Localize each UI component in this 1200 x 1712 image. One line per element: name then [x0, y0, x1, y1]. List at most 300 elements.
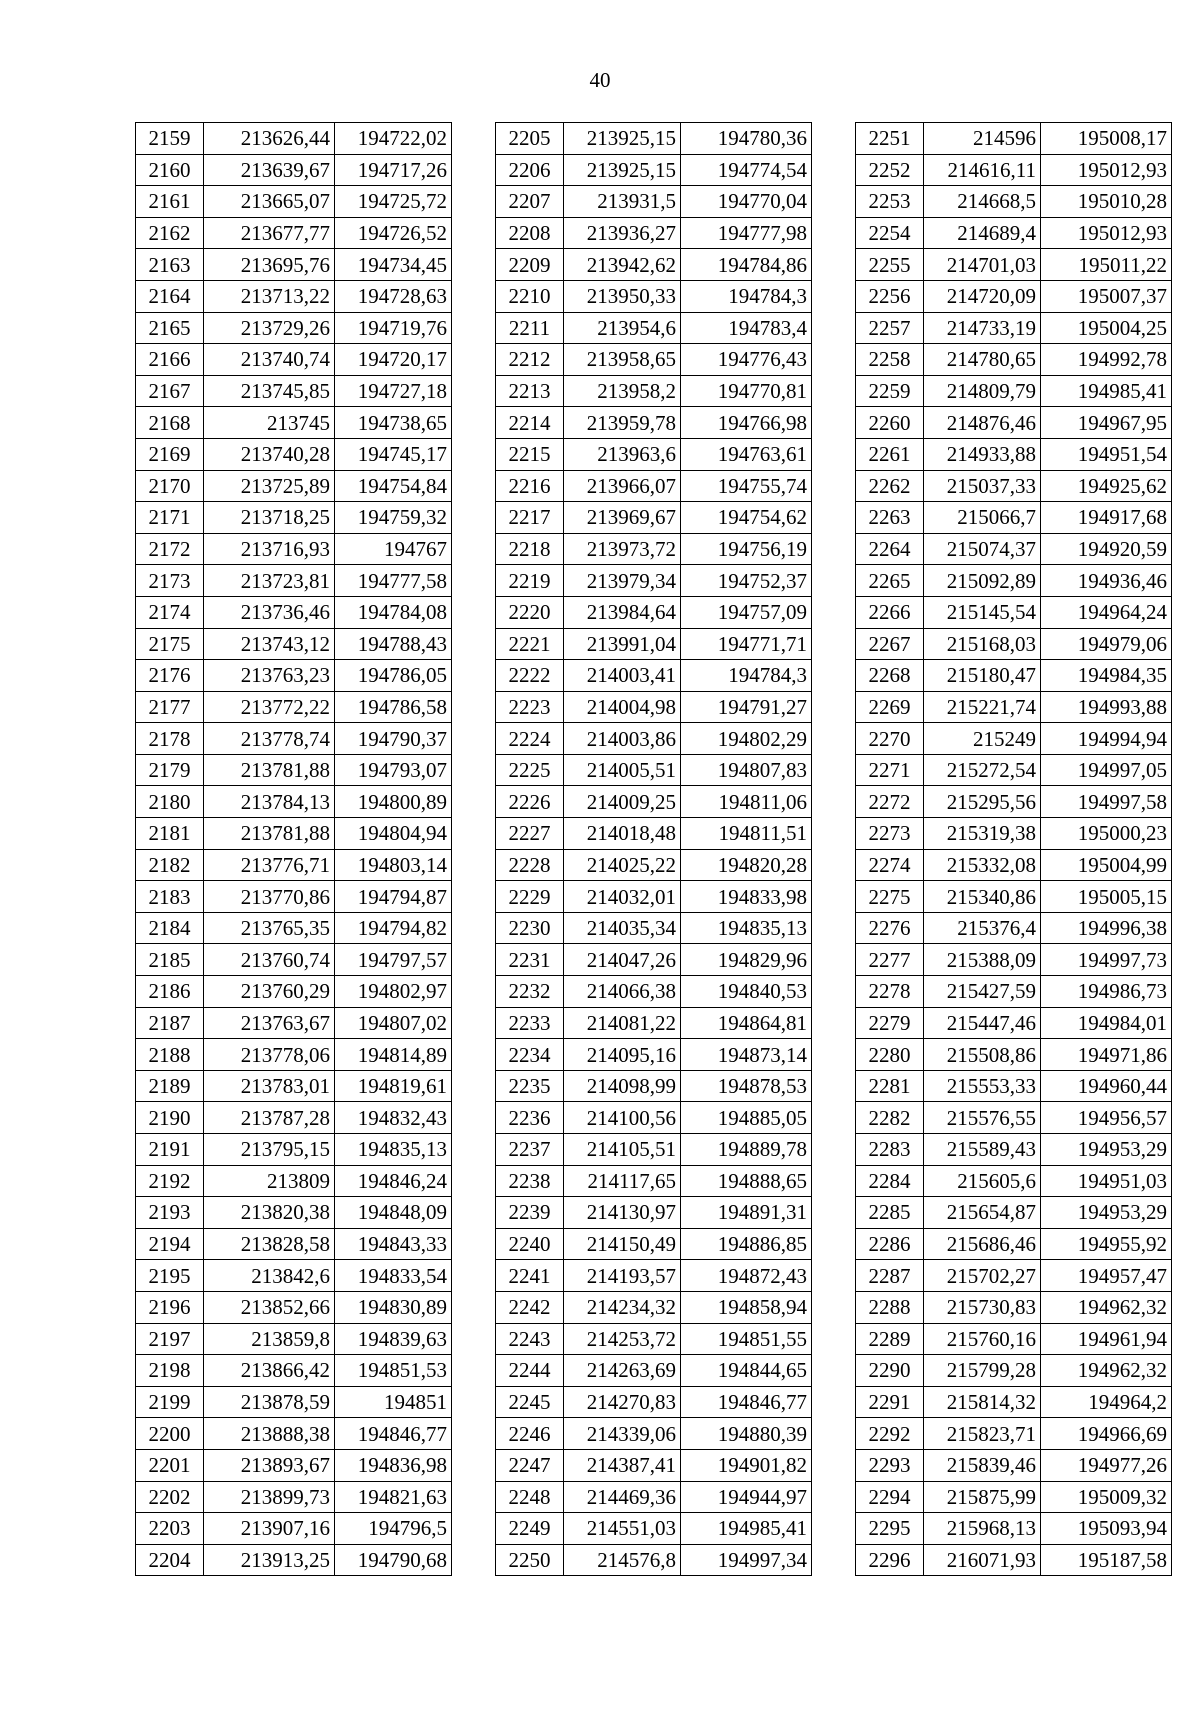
- table-row: [136, 407, 452, 439]
- x-coordinate: 214596: [924, 123, 1041, 155]
- y-coordinate: 194835,13: [681, 912, 812, 944]
- y-coordinate: 194783,4: [681, 312, 812, 344]
- y-coordinate: 194960,44: [1041, 1070, 1172, 1102]
- y-coordinate: 194784,86: [681, 249, 812, 281]
- point-number: 2269: [856, 691, 924, 723]
- table-row: [856, 881, 1172, 913]
- x-coordinate: 215295,56: [924, 786, 1041, 818]
- x-coordinate: 214081,22: [564, 1007, 681, 1039]
- y-coordinate: 194803,14: [335, 849, 452, 881]
- table-row: [136, 249, 452, 281]
- table-row: [496, 470, 812, 502]
- x-coordinate: 215839,46: [924, 1449, 1041, 1481]
- point-number: 2274: [856, 849, 924, 881]
- table-row: [136, 1228, 452, 1260]
- y-coordinate: 194811,06: [681, 786, 812, 818]
- table-row: [856, 1513, 1172, 1545]
- y-coordinate: 194944,97: [681, 1481, 812, 1513]
- y-coordinate: 194846,24: [335, 1165, 452, 1197]
- table-row: [856, 976, 1172, 1008]
- table-row: [136, 1165, 452, 1197]
- x-coordinate: 214780,65: [924, 344, 1041, 376]
- point-number: 2225: [496, 754, 564, 786]
- table-row: [136, 1544, 452, 1576]
- table-row: [856, 470, 1172, 502]
- table-row: [856, 1134, 1172, 1166]
- y-coordinate: 194844,65: [681, 1355, 812, 1387]
- table-row: [496, 1481, 812, 1513]
- table-row: [856, 1449, 1172, 1481]
- x-coordinate: 213745,85: [204, 375, 335, 407]
- x-coordinate: 215180,47: [924, 660, 1041, 692]
- y-coordinate: 194790,37: [335, 723, 452, 755]
- y-coordinate: 194756,19: [681, 533, 812, 565]
- table-row: [136, 1134, 452, 1166]
- point-number: 2177: [136, 691, 204, 723]
- y-coordinate: 194836,98: [335, 1449, 452, 1481]
- point-number: 2283: [856, 1134, 924, 1166]
- y-coordinate: 194790,68: [335, 1544, 452, 1576]
- x-coordinate: 213852,66: [204, 1291, 335, 1323]
- y-coordinate: 194864,81: [681, 1007, 812, 1039]
- coordinates-table-1: [135, 122, 452, 1576]
- table-row: [496, 1197, 812, 1229]
- x-coordinate: 215066,7: [924, 502, 1041, 534]
- x-coordinate: 213760,29: [204, 976, 335, 1008]
- point-number: 2265: [856, 565, 924, 597]
- y-coordinate: 194771,71: [681, 628, 812, 660]
- x-coordinate: 214689,4: [924, 217, 1041, 249]
- y-coordinate: 194994,94: [1041, 723, 1172, 755]
- y-coordinate: 194917,68: [1041, 502, 1172, 534]
- point-number: 2173: [136, 565, 204, 597]
- table-row: [856, 502, 1172, 534]
- y-coordinate: 194738,65: [335, 407, 452, 439]
- x-coordinate: 215589,43: [924, 1134, 1041, 1166]
- table-row: [136, 754, 452, 786]
- table-row: [496, 502, 812, 534]
- x-coordinate: 213820,38: [204, 1197, 335, 1229]
- table-row: [856, 1544, 1172, 1576]
- y-coordinate: 194962,32: [1041, 1291, 1172, 1323]
- table-row: [136, 660, 452, 692]
- table-row: [856, 596, 1172, 628]
- x-coordinate: 215968,13: [924, 1513, 1041, 1545]
- y-coordinate: 194726,52: [335, 217, 452, 249]
- table-row: [856, 912, 1172, 944]
- point-number: 2289: [856, 1323, 924, 1355]
- point-number: 2282: [856, 1102, 924, 1134]
- point-number: 2255: [856, 249, 924, 281]
- point-number: 2194: [136, 1228, 204, 1260]
- point-number: 2278: [856, 976, 924, 1008]
- point-number: 2213: [496, 375, 564, 407]
- x-coordinate: 213969,67: [564, 502, 681, 534]
- table-row: [136, 1260, 452, 1292]
- coordinates-table-2: [495, 122, 812, 1576]
- point-number: 2277: [856, 944, 924, 976]
- point-number: 2160: [136, 154, 204, 186]
- point-number: 2233: [496, 1007, 564, 1039]
- x-coordinate: 213716,93: [204, 533, 335, 565]
- y-coordinate: 195012,93: [1041, 154, 1172, 186]
- y-coordinate: 194725,72: [335, 186, 452, 218]
- y-coordinate: 194780,36: [681, 123, 812, 155]
- point-number: 2214: [496, 407, 564, 439]
- y-coordinate: 194951,03: [1041, 1165, 1172, 1197]
- y-coordinate: 195010,28: [1041, 186, 1172, 218]
- table-row: [496, 533, 812, 565]
- x-coordinate: 214066,38: [564, 976, 681, 1008]
- x-coordinate: 215092,89: [924, 565, 1041, 597]
- table-row: [136, 1323, 452, 1355]
- x-coordinate: 214130,97: [564, 1197, 681, 1229]
- point-number: 2165: [136, 312, 204, 344]
- x-coordinate: 215447,46: [924, 1007, 1041, 1039]
- point-number: 2178: [136, 723, 204, 755]
- table-row: [496, 1228, 812, 1260]
- point-number: 2235: [496, 1070, 564, 1102]
- table-row: [136, 596, 452, 628]
- table-row: [496, 849, 812, 881]
- y-coordinate: 194977,26: [1041, 1449, 1172, 1481]
- y-coordinate: 195008,17: [1041, 123, 1172, 155]
- point-number: 2264: [856, 533, 924, 565]
- point-number: 2172: [136, 533, 204, 565]
- y-coordinate: 194752,37: [681, 565, 812, 597]
- y-coordinate: 194846,77: [681, 1386, 812, 1418]
- point-number: 2248: [496, 1481, 564, 1513]
- y-coordinate: 194774,54: [681, 154, 812, 186]
- y-coordinate: 194814,89: [335, 1039, 452, 1071]
- x-coordinate: 213713,22: [204, 280, 335, 312]
- point-number: 2232: [496, 976, 564, 1008]
- coordinates-table-3: [855, 122, 1172, 1576]
- x-coordinate: 214105,51: [564, 1134, 681, 1166]
- y-coordinate: 194953,29: [1041, 1134, 1172, 1166]
- x-coordinate: 215605,6: [924, 1165, 1041, 1197]
- x-coordinate: 213665,07: [204, 186, 335, 218]
- point-number: 2218: [496, 533, 564, 565]
- point-number: 2260: [856, 407, 924, 439]
- y-coordinate: 194759,32: [335, 502, 452, 534]
- table-row: [496, 312, 812, 344]
- table-row: [136, 502, 452, 534]
- point-number: 2161: [136, 186, 204, 218]
- point-number: 2253: [856, 186, 924, 218]
- point-number: 2290: [856, 1355, 924, 1387]
- y-coordinate: 194839,63: [335, 1323, 452, 1355]
- table-row: [136, 154, 452, 186]
- table-row: [856, 818, 1172, 850]
- x-coordinate: 213973,72: [564, 533, 681, 565]
- table-row: [136, 944, 452, 976]
- x-coordinate: 215686,46: [924, 1228, 1041, 1260]
- y-coordinate: 194719,76: [335, 312, 452, 344]
- table-row: [496, 786, 812, 818]
- table-row: [496, 912, 812, 944]
- table-row: [856, 1481, 1172, 1513]
- x-coordinate: 215249: [924, 723, 1041, 755]
- y-coordinate: 194888,65: [681, 1165, 812, 1197]
- table-row: [496, 944, 812, 976]
- table-row: [856, 249, 1172, 281]
- x-coordinate: 215814,32: [924, 1386, 1041, 1418]
- x-coordinate: 213925,15: [564, 154, 681, 186]
- point-number: 2204: [136, 1544, 204, 1576]
- point-number: 2207: [496, 186, 564, 218]
- table-row: [136, 1070, 452, 1102]
- x-coordinate: 213828,58: [204, 1228, 335, 1260]
- y-coordinate: 194770,04: [681, 186, 812, 218]
- x-coordinate: 213787,28: [204, 1102, 335, 1134]
- y-coordinate: 194755,74: [681, 470, 812, 502]
- y-coordinate: 195012,93: [1041, 217, 1172, 249]
- table-row: [856, 407, 1172, 439]
- point-number: 2239: [496, 1197, 564, 1229]
- point-number: 2208: [496, 217, 564, 249]
- y-coordinate: 194964,2: [1041, 1386, 1172, 1418]
- point-number: 2288: [856, 1291, 924, 1323]
- table-row: [496, 186, 812, 218]
- point-number: 2286: [856, 1228, 924, 1260]
- y-coordinate: 194985,41: [1041, 375, 1172, 407]
- y-coordinate: 194984,35: [1041, 660, 1172, 692]
- y-coordinate: 195011,22: [1041, 249, 1172, 281]
- x-coordinate: 213984,64: [564, 596, 681, 628]
- table-row: [136, 1513, 452, 1545]
- x-coordinate: 214009,25: [564, 786, 681, 818]
- x-coordinate: 215221,74: [924, 691, 1041, 723]
- y-coordinate: 194777,98: [681, 217, 812, 249]
- y-coordinate: 194821,63: [335, 1481, 452, 1513]
- y-coordinate: 195005,15: [1041, 881, 1172, 913]
- point-number: 2180: [136, 786, 204, 818]
- table-row: [496, 1513, 812, 1545]
- point-number: 2266: [856, 596, 924, 628]
- table-row: [856, 849, 1172, 881]
- x-coordinate: 213893,67: [204, 1449, 335, 1481]
- table-row: [856, 344, 1172, 376]
- point-number: 2221: [496, 628, 564, 660]
- table-row: [496, 375, 812, 407]
- x-coordinate: 214387,41: [564, 1449, 681, 1481]
- point-number: 2209: [496, 249, 564, 281]
- y-coordinate: 194966,69: [1041, 1418, 1172, 1450]
- y-coordinate: 194993,88: [1041, 691, 1172, 723]
- y-coordinate: 194767: [335, 533, 452, 565]
- point-number: 2164: [136, 280, 204, 312]
- table-row: [496, 217, 812, 249]
- x-coordinate: 215823,71: [924, 1418, 1041, 1450]
- point-number: 2219: [496, 565, 564, 597]
- point-number: 2187: [136, 1007, 204, 1039]
- x-coordinate: 214025,22: [564, 849, 681, 881]
- point-number: 2183: [136, 881, 204, 913]
- x-coordinate: 214150,49: [564, 1228, 681, 1260]
- y-coordinate: 194936,46: [1041, 565, 1172, 597]
- table-row: [496, 1418, 812, 1450]
- table-row: [496, 407, 812, 439]
- y-coordinate: 194833,54: [335, 1260, 452, 1292]
- x-coordinate: 213718,25: [204, 502, 335, 534]
- point-number: 2249: [496, 1513, 564, 1545]
- x-coordinate: 213958,65: [564, 344, 681, 376]
- table-row: [136, 818, 452, 850]
- point-number: 2295: [856, 1513, 924, 1545]
- y-coordinate: 194951,54: [1041, 438, 1172, 470]
- table-row: [856, 1260, 1172, 1292]
- y-coordinate: 194807,02: [335, 1007, 452, 1039]
- x-coordinate: 213776,71: [204, 849, 335, 881]
- point-number: 2279: [856, 1007, 924, 1039]
- point-number: 2215: [496, 438, 564, 470]
- point-number: 2175: [136, 628, 204, 660]
- x-coordinate: 213979,34: [564, 565, 681, 597]
- table-row: [136, 1418, 452, 1450]
- y-coordinate: 194955,92: [1041, 1228, 1172, 1260]
- point-number: 2216: [496, 470, 564, 502]
- point-number: 2185: [136, 944, 204, 976]
- table-row: [136, 881, 452, 913]
- x-coordinate: 215319,38: [924, 818, 1041, 850]
- y-coordinate: 194957,47: [1041, 1260, 1172, 1292]
- y-coordinate: 195000,23: [1041, 818, 1172, 850]
- x-coordinate: 213765,35: [204, 912, 335, 944]
- point-number: 2167: [136, 375, 204, 407]
- table-row: [856, 1039, 1172, 1071]
- table-row: [496, 123, 812, 155]
- x-coordinate: 213963,6: [564, 438, 681, 470]
- y-coordinate: 194802,97: [335, 976, 452, 1008]
- point-number: 2226: [496, 786, 564, 818]
- table-row: [496, 1102, 812, 1134]
- point-number: 2247: [496, 1449, 564, 1481]
- table-row: [136, 438, 452, 470]
- x-coordinate: 213783,01: [204, 1070, 335, 1102]
- point-number: 2193: [136, 1197, 204, 1229]
- table-row: [496, 1165, 812, 1197]
- point-number: 2242: [496, 1291, 564, 1323]
- x-coordinate: 215760,16: [924, 1323, 1041, 1355]
- table-row: [496, 1007, 812, 1039]
- point-number: 2271: [856, 754, 924, 786]
- table-row: [856, 1070, 1172, 1102]
- x-coordinate: 213745: [204, 407, 335, 439]
- x-coordinate: 215508,86: [924, 1039, 1041, 1071]
- table-row: [496, 249, 812, 281]
- x-coordinate: 213795,15: [204, 1134, 335, 1166]
- x-coordinate: 213942,62: [564, 249, 681, 281]
- point-number: 2251: [856, 123, 924, 155]
- table-row: [136, 1449, 452, 1481]
- x-coordinate: 214720,09: [924, 280, 1041, 312]
- point-number: 2220: [496, 596, 564, 628]
- y-coordinate: 194776,43: [681, 344, 812, 376]
- table-row: [136, 1386, 452, 1418]
- x-coordinate: 215576,55: [924, 1102, 1041, 1134]
- table-row: [496, 1386, 812, 1418]
- x-coordinate: 215875,99: [924, 1481, 1041, 1513]
- table-row: [496, 154, 812, 186]
- point-number: 2285: [856, 1197, 924, 1229]
- y-coordinate: 194885,05: [681, 1102, 812, 1134]
- point-number: 2245: [496, 1386, 564, 1418]
- y-coordinate: 194996,38: [1041, 912, 1172, 944]
- x-coordinate: 214339,06: [564, 1418, 681, 1450]
- point-number: 2250: [496, 1544, 564, 1576]
- x-coordinate: 213842,6: [204, 1260, 335, 1292]
- y-coordinate: 194763,61: [681, 438, 812, 470]
- x-coordinate: 213966,07: [564, 470, 681, 502]
- table-row: [136, 1007, 452, 1039]
- y-coordinate: 194811,51: [681, 818, 812, 850]
- x-coordinate: 214234,32: [564, 1291, 681, 1323]
- table-row: [496, 596, 812, 628]
- y-coordinate: 195009,32: [1041, 1481, 1172, 1513]
- table-row: [496, 438, 812, 470]
- y-coordinate: 194851,53: [335, 1355, 452, 1387]
- y-coordinate: 194997,73: [1041, 944, 1172, 976]
- table-row: [136, 312, 452, 344]
- x-coordinate: 214876,46: [924, 407, 1041, 439]
- x-coordinate: 214253,72: [564, 1323, 681, 1355]
- y-coordinate: 194846,77: [335, 1418, 452, 1450]
- point-number: 2191: [136, 1134, 204, 1166]
- x-coordinate: 213763,23: [204, 660, 335, 692]
- table-row: [136, 470, 452, 502]
- y-coordinate: 194770,81: [681, 375, 812, 407]
- x-coordinate: 215074,37: [924, 533, 1041, 565]
- x-coordinate: 215145,54: [924, 596, 1041, 628]
- y-coordinate: 194793,07: [335, 754, 452, 786]
- point-number: 2268: [856, 660, 924, 692]
- table-row: [136, 217, 452, 249]
- point-number: 2203: [136, 1513, 204, 1545]
- point-number: 2240: [496, 1228, 564, 1260]
- y-coordinate: 194829,96: [681, 944, 812, 976]
- point-number: 2169: [136, 438, 204, 470]
- point-number: 2270: [856, 723, 924, 755]
- point-number: 2168: [136, 407, 204, 439]
- point-number: 2171: [136, 502, 204, 534]
- point-number: 2200: [136, 1418, 204, 1450]
- x-coordinate: 213925,15: [564, 123, 681, 155]
- x-coordinate: 213736,46: [204, 596, 335, 628]
- y-coordinate: 194820,28: [681, 849, 812, 881]
- table-row: [136, 976, 452, 1008]
- point-number: 2181: [136, 818, 204, 850]
- y-coordinate: 194851: [335, 1386, 452, 1418]
- table-row: [856, 1007, 1172, 1039]
- y-coordinate: 194794,87: [335, 881, 452, 913]
- point-number: 2244: [496, 1355, 564, 1387]
- point-number: 2206: [496, 154, 564, 186]
- x-coordinate: 215340,86: [924, 881, 1041, 913]
- table-row: [136, 628, 452, 660]
- point-number: 2192: [136, 1165, 204, 1197]
- table-row: [496, 280, 812, 312]
- table-row: [856, 660, 1172, 692]
- y-coordinate: 194800,89: [335, 786, 452, 818]
- table-row: [136, 1197, 452, 1229]
- point-number: 2190: [136, 1102, 204, 1134]
- y-coordinate: 194962,32: [1041, 1355, 1172, 1387]
- point-number: 2166: [136, 344, 204, 376]
- point-number: 2273: [856, 818, 924, 850]
- y-coordinate: 194784,3: [681, 280, 812, 312]
- y-coordinate: 195093,94: [1041, 1513, 1172, 1545]
